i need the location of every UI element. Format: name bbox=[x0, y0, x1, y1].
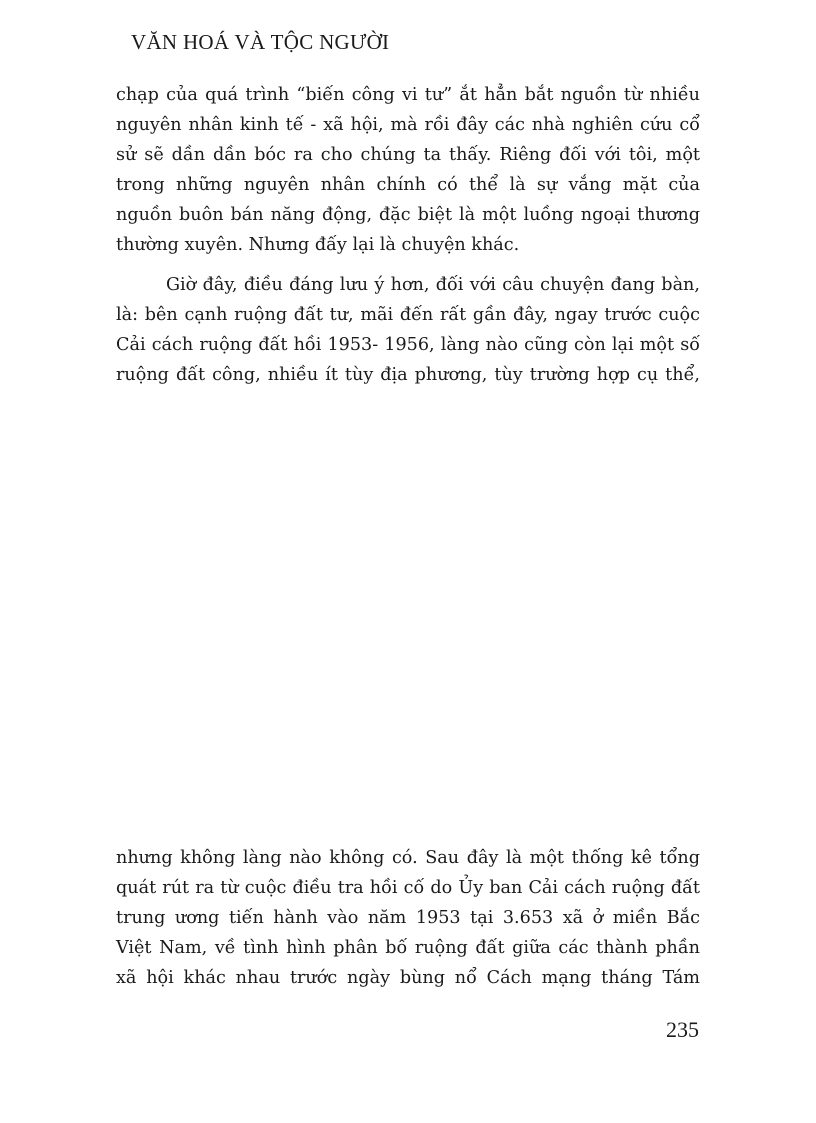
text-line: là: bên cạnh ruộng đất tư, mãi đến rất gần đây, ngay trước cuộc bbox=[116, 305, 700, 325]
text-line: sử sẽ dần dần bóc ra cho chúng ta thấy. Riêng đối với tôi, một bbox=[116, 145, 700, 165]
text-line: quát rút ra từ cuộc điều tra hồi cố do Ủy ban Cải cách ruộng đất bbox=[116, 878, 700, 898]
text-line: trung ương tiến hành vào năm 1953 tại 3.653 xã ở miền Bắc bbox=[116, 908, 700, 928]
paragraph-3 bbox=[116, 843, 700, 993]
text-line: nguyên nhân kinh tế - xã hội, mà rồi đây các nhà nghiên cứu cổ bbox=[116, 115, 700, 135]
text-line: nguồn buôn bán năng động, đặc biệt là một luồng ngoại thương bbox=[116, 205, 700, 225]
text-line: Cải cách ruộng đất hồi 1953- 1956, làng nào cũng còn lại một số bbox=[116, 335, 700, 355]
text-line: ruộng đất công, nhiều ít tùy địa phương, tùy trường hợp cụ thể, bbox=[116, 365, 700, 385]
text-line: Việt Nam, về tình hình phân bố ruộng đất giữa các thành phần bbox=[116, 938, 700, 958]
text-line: chạp của quá trình “biến công vi tư” ắt hẳn bắt nguồn từ nhiều bbox=[116, 85, 700, 105]
running-head: VĂN HOÁ VÀ TỘC NGƯỜI bbox=[131, 30, 390, 54]
paragraph-1 bbox=[116, 80, 700, 260]
text-line: Giờ đây, điều đáng lưu ý hơn, đối với câu chuyện đang bàn, bbox=[166, 275, 700, 295]
text-line: thường xuyên. Nhưng đấy lại là chuyện khác. bbox=[116, 235, 520, 255]
text-line: xã hội khác nhau trước ngày bùng nổ Cách mạng tháng Tám bbox=[116, 968, 700, 988]
text-line: trong những nguyên nhân chính có thể là sự vắng mặt của bbox=[116, 175, 700, 195]
page-number: 235 bbox=[666, 1017, 699, 1042]
text-line: nhưng không làng nào không có. Sau đây là một thống kê tổng bbox=[116, 848, 700, 868]
paragraph-2 bbox=[116, 270, 700, 390]
